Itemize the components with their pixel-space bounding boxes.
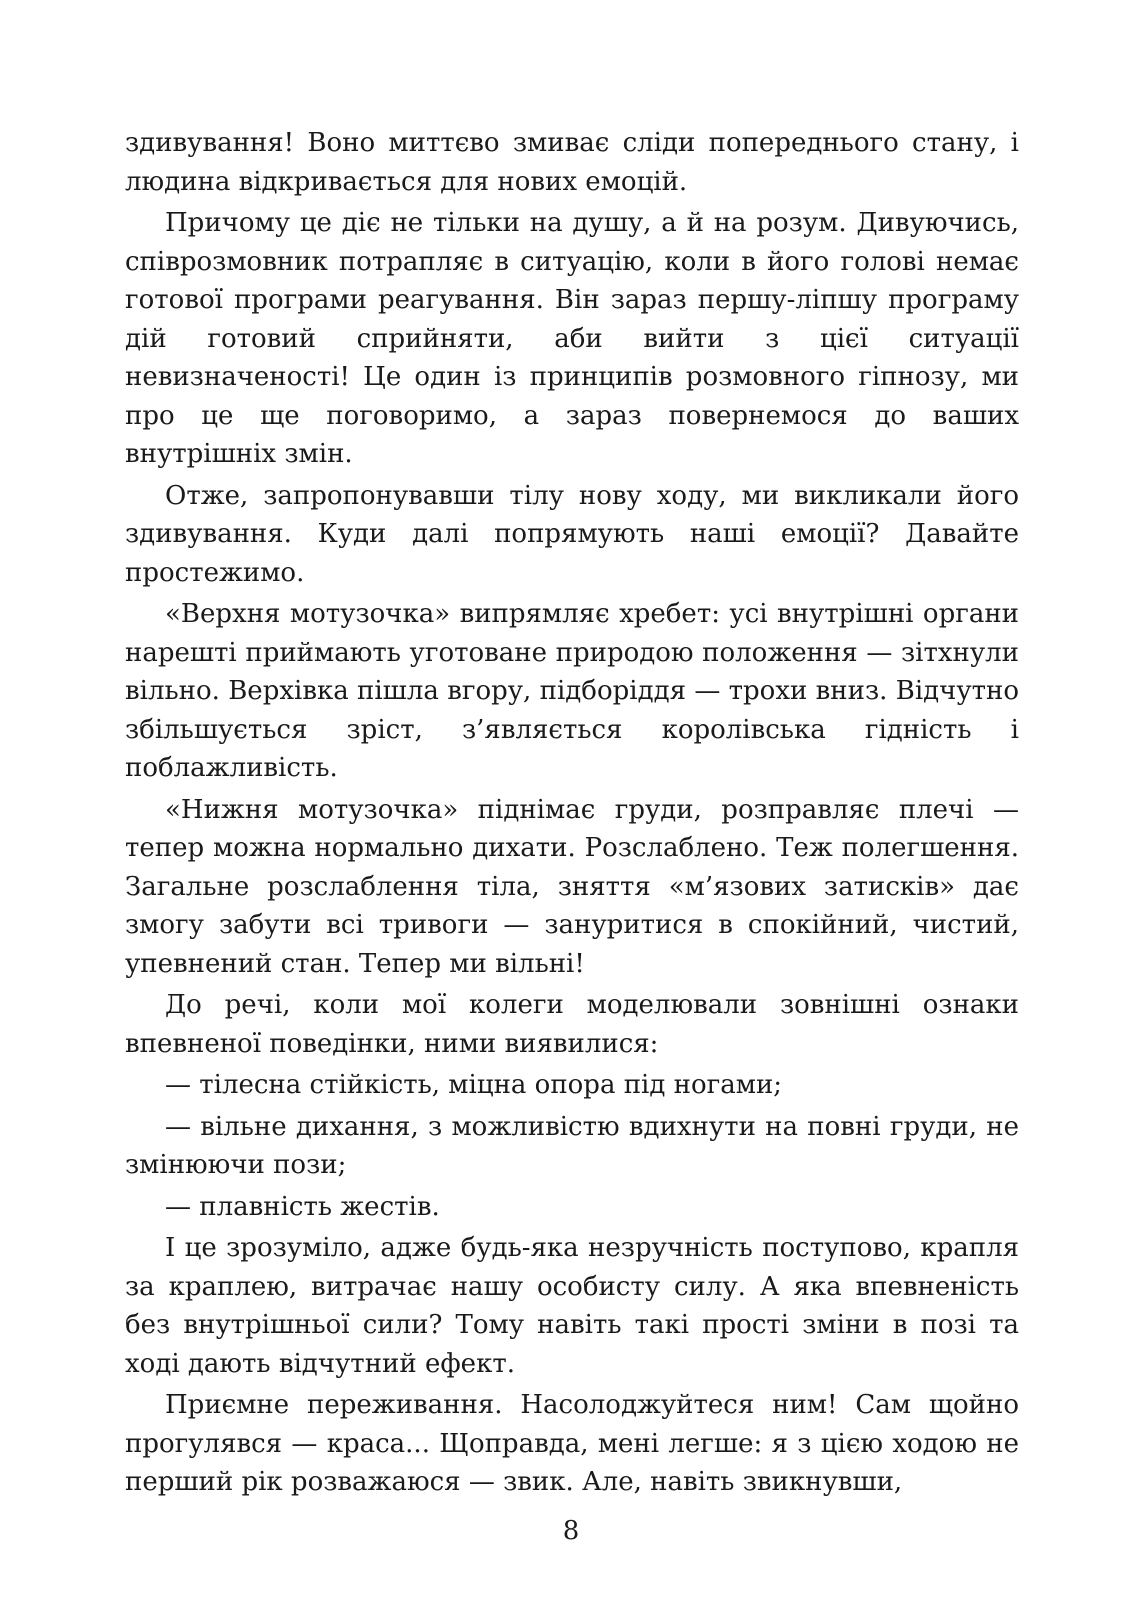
body-text	[125, 124, 1019, 1505]
list-item: — плавність жестів.	[165, 1191, 440, 1222]
list-item: — тілесна стійкість, міцна опора під ногами;	[165, 1070, 783, 1100]
paragraph: «Нижня мотузочка» піднімає груди, розправляє плечі — тепер можна нормально дихати. Розслаблено. Теж полегшення. Загальне розслаблення тіла, зняття «м’язових затисків» дає змогу забути всі тривоги — зануритися в спокійний, чистий, упевнений стан. Тепер ми вільні!	[125, 794, 1019, 979]
list-item: — вільне дихання, з можливістю вдихнути на повні груди, не змінюючи пози;	[125, 1111, 1019, 1180]
paragraph: І це зрозуміло, адже будь-яка незручність поступово, крапля за краплею, витрачає нашу особисту силу. А яка впевненість без внутрішньої сили? Тому навіть такі прості зміни в позі та ході дають відчутний ефект.	[125, 1233, 1019, 1379]
paragraph: Отже, запропонувавши тілу нову ходу, ми викликали його здивування. Куди далі попрямують наші емоції? Давайте простежимо.	[125, 480, 1019, 588]
paragraph: Причому це діє не тільки на душу, а й на розум. Дивуючись, співрозмовник потрапляє в ситуацію, коли в його голові немає готової програми реагування. Він зараз першу-ліпшу програму дій готовий сприйняти, аби вийти з цієї ситуації невизначеності! Це один із принципів розмовного гіпнозу, ми про це ще поговоримо, а зараз повернемося до ваших внутрішніх змін.	[125, 208, 1019, 469]
paragraph: До речі, коли мої колеги моделювали зовнішні ознаки впевненої поведінки, ними виявилися:	[125, 990, 1019, 1059]
page-number: 8	[562, 1516, 580, 1546]
paragraph: «Верхня мотузочка» випрямляє хребет: усі внутрішні органи нарешті приймають уготоване природою положення — зітхнули вільно. Верхівка пішла вгору, підборіддя — трохи вниз. Відчутно збільшується зріст, з’являється королівська гідність і поблажливість.	[125, 599, 1019, 783]
paragraph-continuation: здивування! Воно миттєво змиває сліди попереднього стану, і людина відкривається для нових емоцій.	[125, 128, 1019, 197]
paragraph: Приємне переживання. Насолоджуйтеся ним! Сам щойно прогулявся — краса... Щоправда, мені легше: я з цією ходою не перший рік розважаюся — звик. Але, навіть звикнувши,	[125, 1390, 1019, 1497]
